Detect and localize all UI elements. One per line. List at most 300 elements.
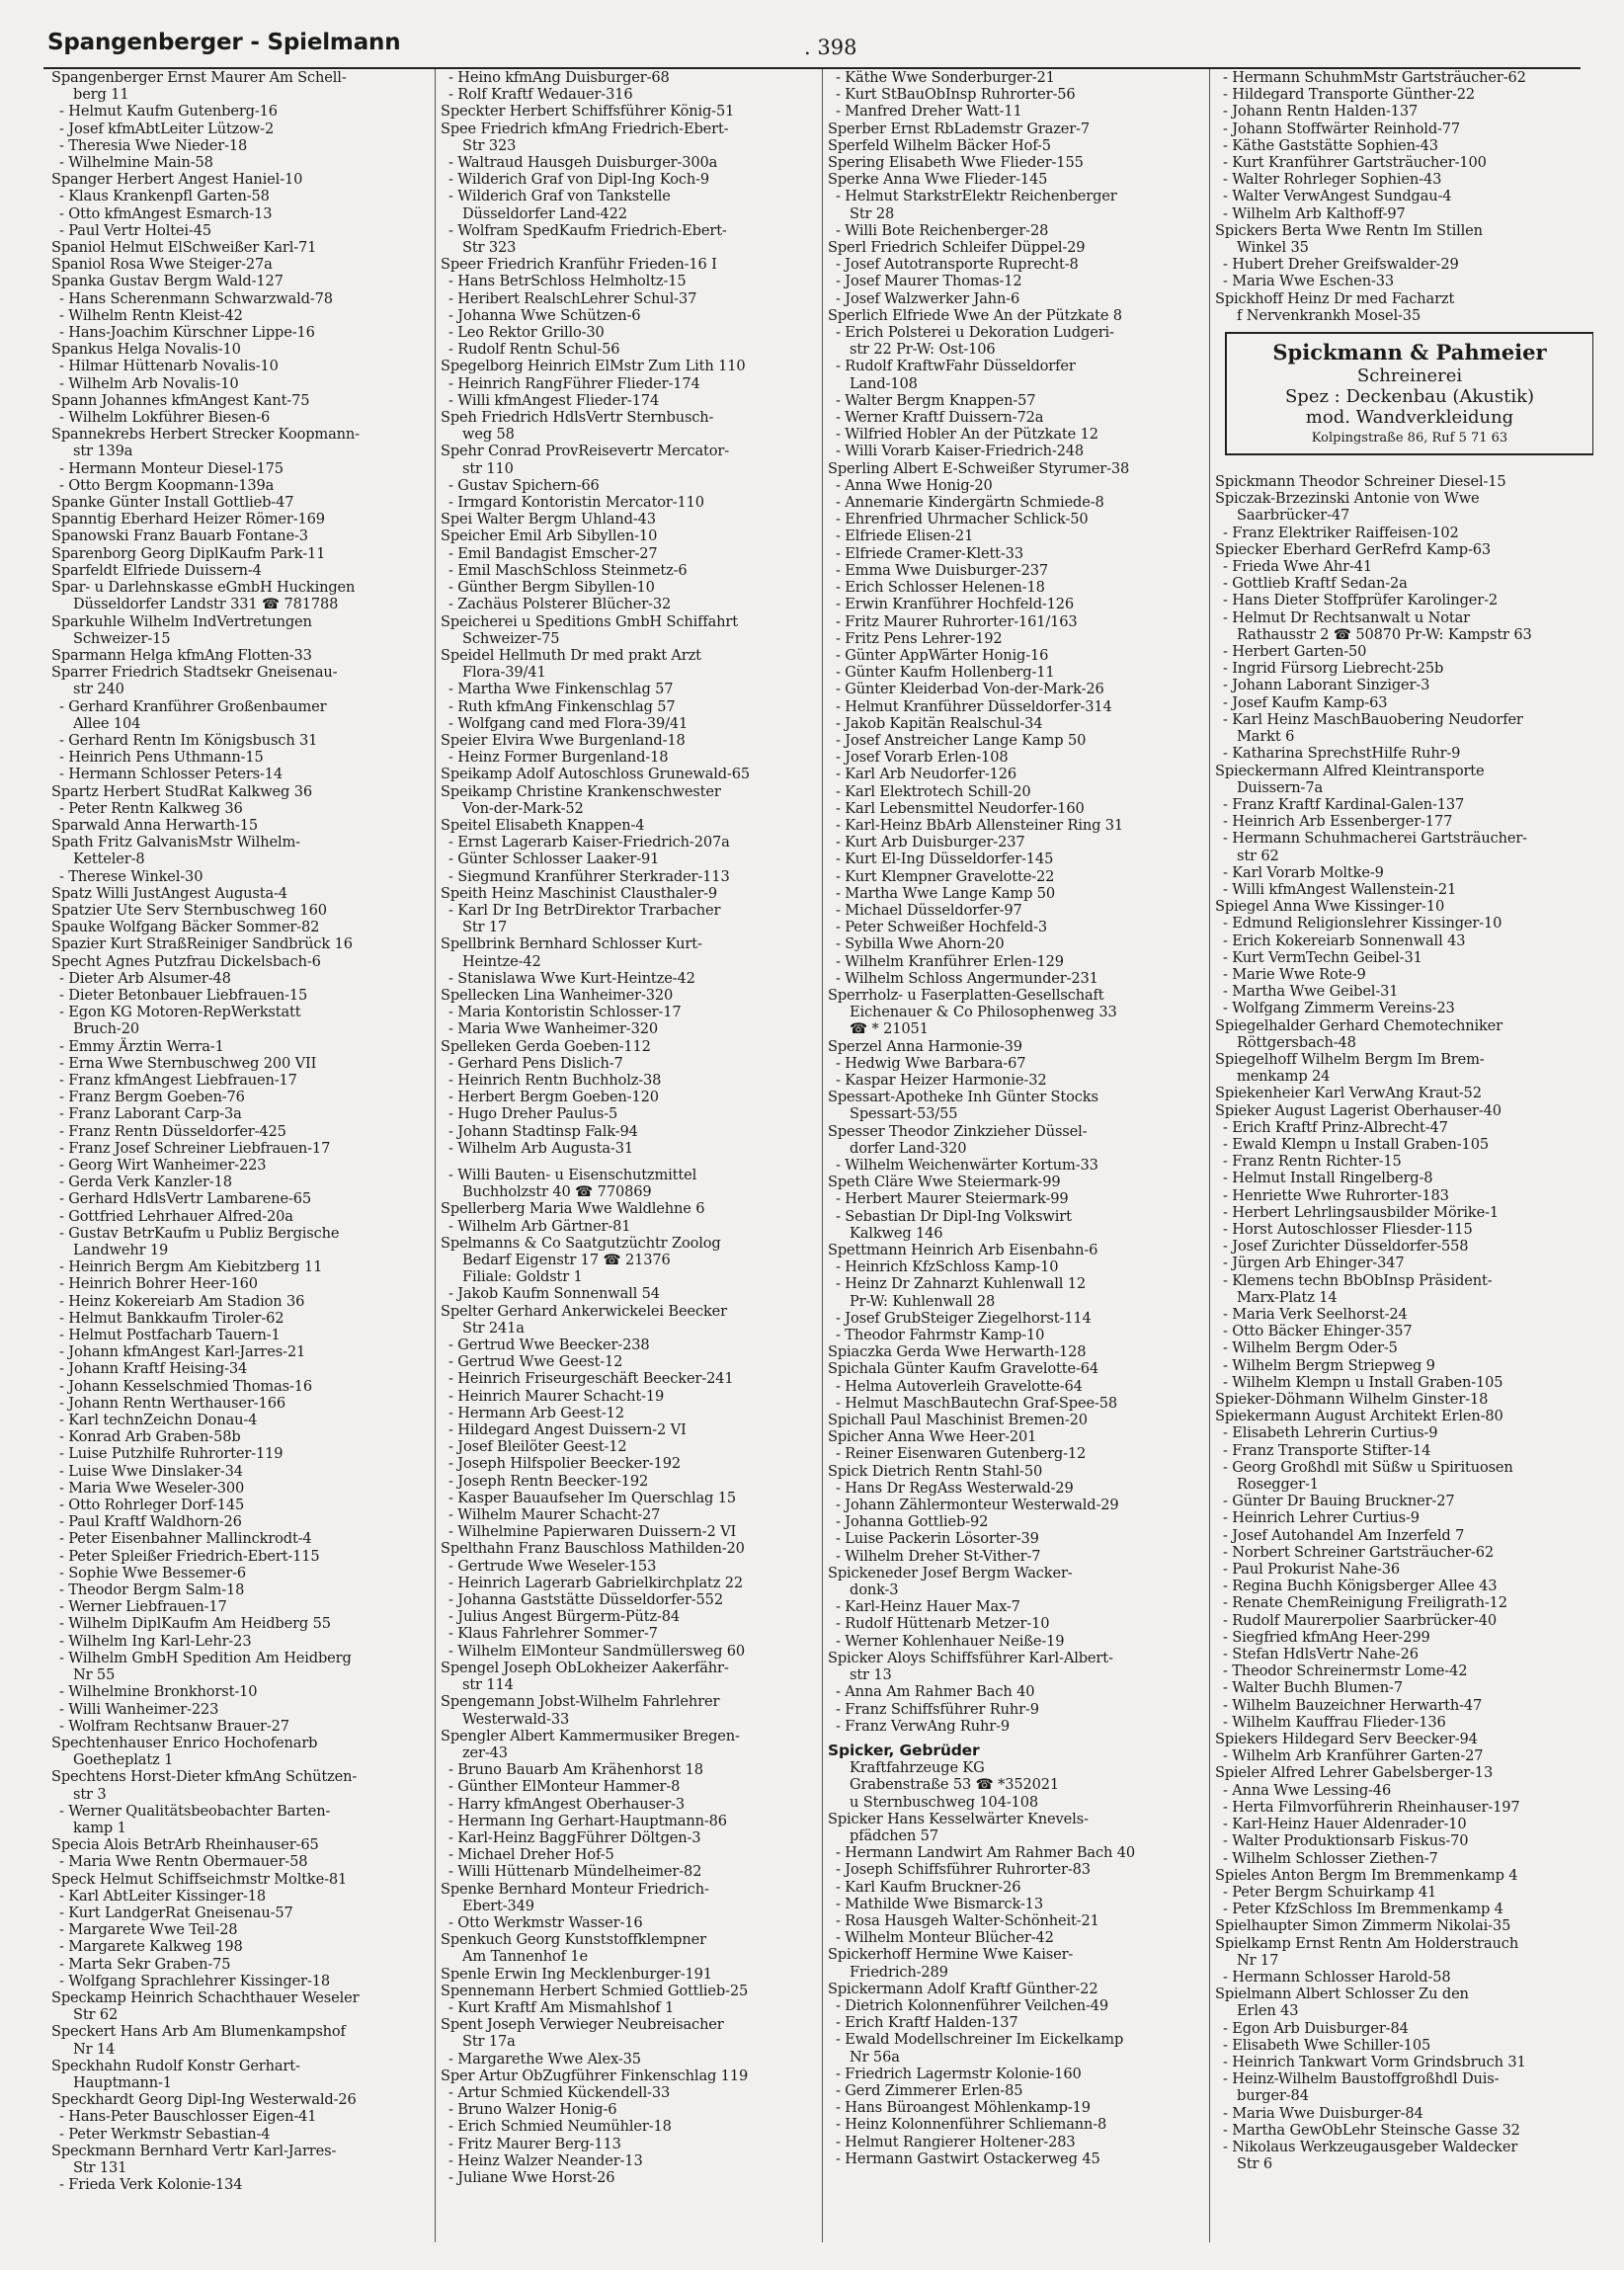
directory-entry: - Josef Maurer Thomas-12 <box>836 273 1022 290</box>
ad-line-2: Spez : Deckenbau (Akustik) <box>1284 386 1535 408</box>
directory-entry: - Wolfgang Sprachlehrer Kissinger-18 <box>59 1972 331 1989</box>
directory-entry: - Martha Wwe Geibel-31 <box>1223 983 1399 1001</box>
directory-entry: ☎ * 21051 <box>850 1020 929 1038</box>
directory-entry: Spann Johannes kfmAngest Kant-75 <box>51 391 310 409</box>
directory-entry: Sperrholz- u Faserplatten-Gesellschaft <box>828 986 1104 1004</box>
directory-entry: - Theodor Fahrmstr Kamp-10 <box>836 1327 1045 1344</box>
directory-entry: - Wilhelm Maurer Schacht-27 <box>448 1506 661 1524</box>
directory-entry: - Heinrich Arb Essenberger-177 <box>1223 813 1453 831</box>
directory-entry: - Maria Verk Seelhorst-24 <box>1223 1306 1408 1323</box>
directory-entry: - Kurt Kranführer Gartsträucher-100 <box>1223 154 1487 172</box>
directory-entry: Spenle Erwin Ing Mecklenburger-191 <box>441 1965 712 1983</box>
directory-entry: - Hilmar Hüttenarb Novalis-10 <box>59 358 279 375</box>
directory-entry: Spielkamp Ernst Rentn Am Holderstrauch <box>1215 1934 1519 1952</box>
directory-entry: - Wilhelm Lokführer Biesen-6 <box>59 409 271 427</box>
directory-entry: kamp 1 <box>73 1819 126 1836</box>
directory-entry: - Johanna Wwe Schützen-6 <box>448 306 641 324</box>
directory-entry: - Hugo Dreher Paulus-5 <box>448 1105 618 1123</box>
directory-entry: - Heinrich RangFührer Flieder-174 <box>448 374 700 392</box>
directory-entry: - Zachäus Polsterer Blücher-32 <box>448 596 672 613</box>
directory-entry: - Heinrich Lagerarb Gabrielkirchplatz 22 <box>448 1574 744 1591</box>
directory-entry: Spesser Theodor Zinkzieher Düssel- <box>828 1122 1088 1140</box>
directory-entry: - Heinrich Pens Uthmann-15 <box>59 749 264 767</box>
directory-entry: - Emma Wwe Duisburger-237 <box>836 561 1048 579</box>
directory-entry: Spanntig Eberhard Heizer Römer-169 <box>51 511 325 528</box>
directory-entry: Spanka Gustav Bergm Wald-127 <box>51 273 284 290</box>
column-1 <box>51 69 430 2252</box>
directory-entry: - Maria Wwe Weseler-300 <box>59 1479 245 1497</box>
directory-entry: - Hans Dr RegAss Westerwald-29 <box>836 1479 1074 1497</box>
directory-entry: Landwehr 19 <box>73 1242 169 1259</box>
directory-entry: - Wilhelmine Bronkhorst-10 <box>59 1683 258 1701</box>
directory-entry: Speckmann Bernhard Vertr Karl-Jarres- <box>51 2142 337 2159</box>
directory-entry: Spelmanns & Co Saatgutzüchtr Zoolog <box>441 1234 721 1252</box>
running-head: Spangenberger - Spielmann <box>47 30 401 55</box>
directory-entry: - Martha GewObLehr Steinsche Gasse 32 <box>1223 2121 1520 2139</box>
directory-entry: - Johann Stadtinsp Falk-94 <box>448 1122 638 1140</box>
directory-entry: - Nikolaus Werkzeugausgeber Waldecker <box>1223 2138 1518 2155</box>
directory-entry: - Kurt StBauObInsp Ruhrorter-56 <box>836 86 1076 104</box>
directory-entry: - Kurt Arb Duisburger-237 <box>836 834 1025 851</box>
directory-entry: - Johanna Gaststätte Düsseldorfer-552 <box>448 1591 723 1609</box>
directory-entry: - Edmund Religionslehrer Kissinger-10 <box>1223 915 1502 932</box>
directory-entry: Spechtenhauser Enrico Hochofenarb <box>51 1734 318 1751</box>
directory-entry: - Rudolf Hüttenarb Metzer-10 <box>836 1615 1050 1633</box>
directory-entry: str 110 <box>462 459 514 477</box>
directory-entry: - Paul Prokurist Nahe-36 <box>1223 1561 1401 1579</box>
directory-entry: Spellbrink Bernhard Schlosser Kurt- <box>441 935 702 953</box>
directory-entry: - Helmut Rangierer Holtener-283 <box>836 2133 1076 2150</box>
directory-entry: - Herbert Maurer Steiermark-99 <box>836 1190 1069 1208</box>
directory-entry: - Karl-Heinz BaggFührer Döltgen-3 <box>448 1828 701 1846</box>
directory-entry: Spieles Anton Bergm Im Bremmenkamp 4 <box>1215 1866 1518 1884</box>
directory-entry: - Josef Autohandel Am Inzerfeld 7 <box>1223 1526 1465 1544</box>
directory-entry: Spering Elisabeth Wwe Flieder-155 <box>828 154 1084 172</box>
directory-entry: - Heribert RealschLehrer Schul-37 <box>448 289 697 307</box>
directory-entry: Spelthahn Franz Bauschloss Mathilden-20 <box>441 1540 745 1558</box>
directory-entry: Ebert-349 <box>462 1897 534 1914</box>
directory-entry: - Willi kfmAngest Flieder-174 <box>448 391 660 409</box>
directory-entry: - Hermann Schlosser Peters-14 <box>59 766 284 783</box>
directory-entry: Specht Agnes Putzfrau Dickelsbach-6 <box>51 952 321 970</box>
directory-entry: - Wilhelm DiplKaufm Am Heidberg 55 <box>59 1615 331 1633</box>
directory-entry: Rosegger-1 <box>1237 1476 1319 1494</box>
directory-entry: - Peter Spleißer Friedrich-Ebert-115 <box>59 1547 320 1565</box>
directory-entry: Kraftfahrzeuge KG <box>850 1759 985 1777</box>
directory-entry: - Ehrenfried Uhrmacher Schlick-50 <box>836 511 1089 528</box>
directory-entry: - Karl Dr Ing BetrDirektor Trarbacher <box>448 901 721 919</box>
directory-entry: - Gerhard Pens Dislich-7 <box>448 1054 623 1072</box>
directory-entry: - Artur Schmied Kückendell-33 <box>448 2083 671 2101</box>
directory-entry: - Katharina SprechstHilfe Ruhr-9 <box>1223 745 1461 763</box>
directory-entry: - Wolfgang cand med Flora-39/41 <box>448 714 689 732</box>
directory-entry: Speth Cläre Wwe Steiermark-99 <box>828 1174 1061 1191</box>
directory-entry: Spielmann Albert Schlosser Zu den <box>1215 1986 1469 2003</box>
directory-entry: - Wilhelm Bergm Striepweg 9 <box>1223 1356 1435 1374</box>
directory-entry: - Hermann Ing Gerhart-Hauptmann-86 <box>448 1812 727 1829</box>
directory-entry: - Reiner Eisenwaren Gutenberg-12 <box>836 1445 1087 1463</box>
directory-entry: - Franz Josef Schreiner Liebfrauen-17 <box>59 1139 331 1157</box>
directory-entry: - Marie Wwe Rote-9 <box>1223 965 1366 983</box>
directory-entry: - Wilderich Graf von Tankstelle <box>448 188 671 205</box>
directory-entry: - Otto Werkmstr Wasser-16 <box>448 1913 643 1931</box>
directory-entry: - Margarete Wwe Teil-28 <box>59 1921 238 1939</box>
directory-entry: - Elisabeth Lehrerin Curtius-9 <box>1223 1424 1438 1442</box>
directory-entry: - Jürgen Arb Ehinger-347 <box>1223 1255 1405 1272</box>
directory-entry: - Heinrich KfzSchloss Kamp-10 <box>836 1258 1059 1276</box>
directory-entry: - Erich Kraftf Prinz-Albrecht-47 <box>1223 1118 1448 1136</box>
directory-entry: - Walter Produktionsarb Fiskus-70 <box>1223 1832 1469 1850</box>
directory-entry: - Theresia Wwe Nieder-18 <box>59 136 248 154</box>
directory-entry: Speckhardt Georg Dipl-Ing Westerwald-26 <box>51 2091 357 2109</box>
directory-entry: - Ingrid Fürsorg Liebrecht-25b <box>1223 660 1444 678</box>
directory-entry: - Erich Schmied Neumühler-18 <box>448 2118 672 2136</box>
directory-entry: Spicker, Gebrüder <box>828 1741 980 1759</box>
ad-line-1: Schreinerei <box>1356 365 1463 387</box>
directory-entry: - Wilhelm Kauffrau Flieder-136 <box>1223 1713 1446 1731</box>
directory-entry: - Herbert Lehrlingsausbilder Mörike-1 <box>1223 1203 1500 1221</box>
directory-entry: Str 241a <box>462 1319 525 1337</box>
directory-entry: Speith Heinz Maschinist Clausthaler-9 <box>441 884 718 902</box>
directory-entry: Spellerberg Maria Wwe Waldlehne 6 <box>441 1200 705 1218</box>
directory-entry: u Sternbuschweg 104-108 <box>850 1793 1039 1811</box>
directory-entry: Spellecken Lina Wanheimer-320 <box>441 986 674 1004</box>
directory-entry: - Karl-Heinz Hauer Max-7 <box>836 1598 1020 1616</box>
directory-entry: - Johann Kesselschmied Thomas-16 <box>59 1377 313 1395</box>
directory-entry: - Hans Dieter Stoffprüfer Karolinger-2 <box>1223 592 1499 609</box>
directory-entry: Nr 55 <box>73 1666 116 1684</box>
directory-entry: - Ruth kfmAng Finkenschlag 57 <box>448 697 676 715</box>
directory-entry: Sperber Ernst RbLademstr Grazer-7 <box>828 120 1090 137</box>
directory-entry: Speckter Herbert Schiffsführer König-51 <box>441 103 735 121</box>
directory-entry: Spath Fritz GalvanisMstr Wilhelm- <box>51 834 300 851</box>
directory-entry: - Karl technZeichn Donau-4 <box>59 1412 258 1429</box>
directory-entry: - Wilhelm Ing Karl-Lehr-23 <box>59 1632 252 1650</box>
directory-entry: - Günter AppWärter Honig-16 <box>836 646 1049 664</box>
directory-entry: - Martha Wwe Lange Kamp 50 <box>836 884 1056 902</box>
directory-entry: - Franz Kraftf Kardinal-Galen-137 <box>1223 795 1465 813</box>
directory-entry: Marx-Platz 14 <box>1237 1288 1338 1306</box>
directory-entry: Spicker Hans Kesselwärter Knevels- <box>828 1810 1089 1827</box>
directory-entry: - Jakob Kaufm Sonnenwall 54 <box>448 1285 660 1303</box>
directory-entry: Rathausstr 2 ☎ 50870 Pr-W: Kampstr 63 <box>1237 625 1532 643</box>
directory-entry: - Norbert Schreiner Gartsträucher-62 <box>1223 1543 1494 1561</box>
directory-entry: Sperlich Elfriede Wwe An der Pützkate 8 <box>828 306 1122 324</box>
directory-entry: Speckamp Heinrich Schachthauer Weseler <box>51 1988 360 2006</box>
directory-entry: - Peter Schweißer Hochfeld-3 <box>836 919 1048 936</box>
directory-entry: Markt 6 <box>1237 728 1295 746</box>
directory-entry: Sparenborg Georg DiplKaufm Park-11 <box>51 544 326 562</box>
directory-entry: Bedarf Eigenstr 17 ☎ 21376 <box>462 1252 671 1269</box>
directory-entry: Spehr Conrad ProvReisevertr Mercator- <box>441 443 730 460</box>
directory-entry: zer-43 <box>462 1743 508 1761</box>
directory-entry: Speck Helmut Schiffseichmstr Moltke-81 <box>51 1870 348 1888</box>
directory-entry: - Hans Büroangest Möhlenkamp-19 <box>836 2099 1091 2117</box>
directory-entry: - Wilhelmine Main-58 <box>59 154 213 172</box>
directory-entry: Spickmann Theodor Schreiner Diesel-15 <box>1215 473 1506 491</box>
directory-entry: - Josef Walzwerker Jahn-6 <box>836 289 1020 307</box>
directory-entry: Ketteler-8 <box>73 851 145 868</box>
directory-entry: Spangenberger Ernst Maurer Am Schell- <box>51 69 347 86</box>
directory-entry: Eichenauer & Co Philosophenweg 33 <box>850 1004 1117 1021</box>
directory-entry: - Therese Winkel-30 <box>59 867 203 885</box>
directory-entry: Str 131 <box>73 2158 127 2176</box>
directory-entry: Allee 104 <box>73 714 141 732</box>
directory-entry: str 62 <box>1237 847 1279 864</box>
directory-entry: - Heinz Walzer Neander-13 <box>448 2151 643 2169</box>
directory-entry: Spiecker Eberhard GerRefrd Kamp-63 <box>1215 540 1492 558</box>
directory-entry: - Franz Rentn Düsseldorfer-425 <box>59 1122 286 1140</box>
directory-entry: Str 6 <box>1237 2155 1273 2173</box>
directory-entry: str 114 <box>462 1676 514 1694</box>
directory-entry: Spanowski Franz Bauarb Fontane-3 <box>51 527 308 545</box>
directory-entry: - Fritz Maurer Berg-113 <box>448 2135 621 2152</box>
directory-entry: - Wilhelm Arb Augusta-31 <box>448 1139 633 1157</box>
directory-entry: - Hermann Monteur Diesel-175 <box>59 459 284 477</box>
directory-entry: - Joseph Schiffsführer Ruhrorter-83 <box>836 1861 1091 1879</box>
directory-entry: str 139a <box>73 443 133 460</box>
directory-entry: Speckhahn Rudolf Konstr Gerhart- <box>51 2057 300 2074</box>
directory-entry: Buchholzstr 40 ☎ 770869 <box>462 1183 652 1201</box>
directory-entry: Spiaczka Gerda Wwe Herwarth-128 <box>828 1343 1087 1361</box>
directory-entry: Spichala Günter Kaufm Gravelotte-64 <box>828 1360 1099 1378</box>
directory-entry: - Sebastian Dr Dipl-Ing Volkswirt <box>836 1207 1072 1225</box>
directory-entry: - Helmut Bankkaufm Tiroler-62 <box>59 1309 284 1327</box>
directory-entry: - Franz Transporte Stifter-14 <box>1223 1441 1431 1459</box>
directory-entry: Duissern-7a <box>1237 778 1324 796</box>
directory-entry: - Marta Sekr Graben-75 <box>59 1955 231 1973</box>
directory-entry: Spiekenheier Karl VerwAng Kraut-52 <box>1215 1085 1482 1102</box>
directory-entry: - Franz Schiffsführer Ruhr-9 <box>836 1700 1039 1718</box>
directory-entry: - Hildegard Angest Duissern-2 VI <box>448 1421 687 1439</box>
directory-entry: Grabenstraße 53 ☎ *352021 <box>850 1776 1060 1794</box>
directory-entry: - Helma Autoverleih Gravelotte-64 <box>836 1377 1083 1395</box>
directory-entry: - Willi Vorarb Kaiser-Friedrich-248 <box>836 443 1085 460</box>
directory-entry: - Johann Laborant Sinziger-3 <box>1223 677 1430 694</box>
directory-entry: - Johann Zählermonteur Westerwald-29 <box>836 1497 1119 1514</box>
directory-entry: Sparwald Anna Herwarth-15 <box>51 816 259 834</box>
directory-entry: menkamp 24 <box>1237 1068 1331 1086</box>
directory-entry: Spielhaupter Simon Zimmerm Nikolai-35 <box>1215 1917 1511 1935</box>
directory-entry: - Walter Rohrleger Sophien-43 <box>1223 171 1442 189</box>
directory-entry: Str 62 <box>73 2006 119 2024</box>
directory-entry: - Wilhelm Monteur Blücher-42 <box>836 1929 1054 1947</box>
directory-entry: Sperl Friedrich Schleifer Düppel-29 <box>828 239 1086 257</box>
directory-entry: - Käthe Gaststätte Sophien-43 <box>1223 136 1438 154</box>
directory-entry: - Bruno Bauarb Am Krähenhorst 18 <box>448 1761 703 1779</box>
directory-entry: Düsseldorfer Landstr 331 ☎ 781788 <box>73 596 339 613</box>
directory-entry: - Klaus Krankenpfl Garten-58 <box>59 188 270 205</box>
directory-entry: - Willi Bote Reichenberger-28 <box>836 221 1049 239</box>
directory-entry: - Emmy Ärztin Werra-1 <box>59 1037 224 1055</box>
directory-entry: - Konrad Arb Graben-58b <box>59 1428 241 1446</box>
directory-entry: - Kaspar Heizer Harmonie-32 <box>836 1071 1047 1089</box>
directory-entry: - Gerd Zimmerer Erlen-85 <box>836 2081 1023 2099</box>
column-4-top <box>1215 69 1593 324</box>
directory-entry: - Maria Kontoristin Schlosser-17 <box>448 1004 682 1021</box>
directory-entry: - Willi Bauten- u Eisenschutzmittel <box>448 1167 697 1183</box>
directory-entry: - Günther Bergm Sibyllen-10 <box>448 579 655 597</box>
directory-entry: - Heinrich Friseurgeschäft Beecker-241 <box>448 1370 734 1388</box>
directory-entry: Am Tannenhof 1e <box>462 1948 589 1966</box>
directory-entry: - Kurt Klempner Gravelotte-22 <box>836 867 1055 885</box>
directory-entry: - Wilfried Hobler An der Pützkate 12 <box>836 426 1098 444</box>
directory-entry: Specia Alois BetrArb Rheinhauser-65 <box>51 1836 319 1854</box>
directory-entry: Spicker Aloys Schiffsführer Karl-Albert- <box>828 1649 1113 1666</box>
column-rule <box>1209 69 1210 2242</box>
directory-entry: Spaniol Rosa Wwe Steiger-27a <box>51 256 273 274</box>
directory-entry: - Karl Kaufm Bruckner-26 <box>836 1878 1021 1896</box>
directory-entry: str 13 <box>850 1666 892 1684</box>
directory-entry: Düsseldorfer Land-422 <box>462 204 627 222</box>
directory-entry: Spickermann Adolf Kraftf Günther-22 <box>828 1980 1098 1997</box>
directory-entry: - Margarethe Wwe Alex-35 <box>448 2050 641 2067</box>
directory-entry: Speckert Hans Arb Am Blumenkampshof <box>51 2023 346 2041</box>
directory-entry: - Wolfram SpedKaufm Friedrich-Ebert- <box>448 221 727 239</box>
directory-entry: - Wilhelm Weichenwärter Kortum-33 <box>836 1157 1098 1174</box>
directory-entry: Schweizer-15 <box>73 629 171 647</box>
directory-entry: - Heinrich Rentn Buchholz-38 <box>448 1071 662 1089</box>
directory-entry: Bruch-20 <box>73 1020 139 1038</box>
directory-entry: Saarbrücker-47 <box>1237 507 1350 525</box>
directory-entry: - Helmut Kaufm Gutenberg-16 <box>59 103 278 121</box>
directory-entry: - Johann Rentn Halden-137 <box>1223 103 1419 121</box>
directory-entry: Nr 56a <box>850 2048 900 2066</box>
directory-entry: - Peter Werkmstr Sebastian-4 <box>59 2125 271 2143</box>
directory-entry: - Joseph Rentn Beecker-192 <box>448 1472 649 1490</box>
directory-entry: Spiczak-Brzezinski Antonie von Wwe <box>1215 490 1480 508</box>
directory-entry: - Heinrich Bohrer Heer-160 <box>59 1275 258 1293</box>
directory-entry: - Franz VerwAng Ruhr-9 <box>836 1717 1011 1735</box>
directory-entry: Spengel Joseph ObLokheizer Aakerfähr- <box>441 1659 729 1676</box>
column-2 <box>441 69 819 2252</box>
directory-entry: Speier Elvira Wwe Burgenland-18 <box>441 731 686 749</box>
directory-entry: - Rudolf KraftwFahr Düsseldorfer <box>836 358 1076 375</box>
directory-entry: - Herbert Garten-50 <box>1223 643 1367 661</box>
directory-entry: - Günter Kleiderbad Von-der-Mark-26 <box>836 681 1104 698</box>
directory-entry: burger-84 <box>1237 2087 1309 2105</box>
directory-entry: - Maria Wwe Duisburger-84 <box>1223 2104 1423 2122</box>
column-rule <box>435 69 436 2242</box>
directory-entry: - Sybilla Wwe Ahorn-20 <box>836 935 1005 953</box>
directory-entry: Sperzel Anna Harmonie-39 <box>828 1037 1022 1055</box>
directory-entry: Erlen 43 <box>1237 2002 1299 2020</box>
directory-entry: - Stanislawa Wwe Kurt-Heintze-42 <box>448 969 695 987</box>
directory-entry: - Gottlieb Kraftf Sedan-2a <box>1223 575 1408 593</box>
directory-entry: Spettmann Heinrich Arb Eisenbahn-6 <box>828 1242 1098 1259</box>
directory-entry: Sperfeld Wilhelm Bäcker Hof-5 <box>828 136 1051 154</box>
directory-entry: - Günter Schlosser Laaker-91 <box>448 851 660 868</box>
ad-line-3: mod. Wandverkleidung <box>1305 407 1514 429</box>
directory-entry: Nr 17 <box>1237 1951 1279 1969</box>
directory-entry: - Willi kfmAngest Wallenstein-21 <box>1223 880 1457 898</box>
directory-entry: Spelter Gerhard Ankerwickelei Beecker <box>441 1302 727 1320</box>
directory-entry: f Nervenkrankh Mosel-35 <box>1237 306 1421 324</box>
directory-entry: - Erich Schlosser Helenen-18 <box>836 579 1045 597</box>
directory-entry: Spent Joseph Verwieger Neubreisacher <box>441 2016 724 2034</box>
directory-entry: - Regina Buchh Königsberger Allee 43 <box>1223 1578 1498 1595</box>
directory-entry: - Siegmund Kranführer Sterkrader-113 <box>448 867 730 885</box>
directory-entry: - Martha Wwe Finkenschlag 57 <box>448 681 674 698</box>
directory-entry: - Manfred Dreher Watt-11 <box>836 103 1022 121</box>
directory-entry: - Kurt El-Ing Düsseldorfer-145 <box>836 851 1054 868</box>
directory-entry: - Kurt LandgerRat Gneisenau-57 <box>59 1904 293 1921</box>
directory-entry: weg 58 <box>462 426 515 444</box>
directory-entry: - Klaus Fahrlehrer Sommer-7 <box>448 1625 658 1643</box>
directory-entry: - Willi Hüttenarb Mündelheimer-82 <box>448 1863 702 1881</box>
directory-entry: - Werner Qualitätsbeobachter Barten- <box>59 1802 331 1820</box>
directory-entry: - Gertrud Wwe Geest-12 <box>448 1353 623 1371</box>
directory-entry: Spannekrebs Herbert Strecker Koopmann- <box>51 426 360 444</box>
directory-entry: - Wilhelmine Papierwaren Duissern-2 VI <box>448 1523 737 1541</box>
directory-entry: - Johanna Gottlieb-92 <box>836 1513 989 1531</box>
directory-entry: Filiale: Goldstr 1 <box>462 1268 583 1286</box>
directory-entry: - Theodor Schreinermstr Lome-42 <box>1223 1662 1468 1680</box>
directory-entry: str 240 <box>73 681 124 698</box>
directory-entry: Speikamp Adolf Autoschloss Grunewald-65 <box>441 766 751 783</box>
directory-entry: Str 323 <box>462 136 517 154</box>
directory-entry: - Helmut StarkstrElektr Reichenberger <box>836 188 1117 205</box>
directory-entry: - Herta Filmvorführerin Rheinhauser-197 <box>1223 1798 1520 1816</box>
directory-entry: - Josef GrubSteiger Ziegelhorst-114 <box>836 1309 1092 1327</box>
directory-entry: - Wolfram Rechtsanw Brauer-27 <box>59 1717 289 1735</box>
directory-entry: - Peter KfzSchloss Im Bremmenkamp 4 <box>1223 1901 1503 1918</box>
directory-entry: Spickhoff Heinz Dr med Facharzt <box>1215 289 1455 307</box>
directory-entry: - Otto Bergm Koopmann-139a <box>59 476 275 494</box>
directory-entry: pfädchen 57 <box>850 1826 938 1844</box>
directory-entry: - Gustav Spichern-66 <box>448 476 600 494</box>
directory-entry: - Joseph Hilfspolier Beecker-192 <box>448 1455 681 1473</box>
directory-entry: Land-108 <box>850 374 918 392</box>
advertisement-box <box>1225 332 1593 455</box>
directory-entry: Spennemann Herbert Schmied Gottlieb-25 <box>441 1982 749 1999</box>
directory-entry: Speitel Elisabeth Knappen-4 <box>441 816 645 834</box>
directory-entry: - Gustav BetrKaufm u Publiz Bergische <box>59 1224 340 1242</box>
directory-entry: - Hubert Dreher Greifswalder-29 <box>1223 256 1459 274</box>
directory-entry: Goetheplatz 1 <box>73 1751 174 1769</box>
directory-entry: - Georg Großhdl mit Süßw u Spirituosen <box>1223 1458 1513 1476</box>
directory-entry: - Karl Elektrotech Schill-20 <box>836 782 1031 800</box>
directory-entry: Nr 14 <box>73 2040 116 2058</box>
directory-entry: - Ewald Klempn u Install Graben-105 <box>1223 1135 1489 1153</box>
directory-entry: Str 323 <box>462 239 517 257</box>
directory-entry: Spicher Anna Wwe Heer-201 <box>828 1428 1037 1446</box>
directory-entry: - Wilhelm Arb Kranführer Garten-27 <box>1223 1747 1484 1765</box>
directory-entry: - Josef Autotransporte Ruprecht-8 <box>836 256 1079 274</box>
directory-entry: - Karl-Heinz BbArb Allensteiner Ring 31 <box>836 816 1124 834</box>
directory-entry: Spiegel Anna Wwe Kissinger-10 <box>1215 898 1445 916</box>
directory-entry: Hauptmann-1 <box>73 2073 172 2091</box>
directory-entry: - Wilhelm Dreher St-Vither-7 <box>836 1547 1041 1565</box>
directory-entry: Spenke Bernhard Monteur Friedrich- <box>441 1880 709 1898</box>
directory-entry: - Johann kfmAngest Karl-Jarres-21 <box>59 1343 306 1361</box>
directory-entry: - Walter Bergm Knappen-57 <box>836 391 1036 409</box>
directory-entry: Spaniol Helmut ElSchweißer Karl-71 <box>51 239 317 257</box>
directory-entry: - Helmut Dr Rechtsanwalt u Notar <box>1223 608 1471 626</box>
directory-entry: - Erwin Kranführer Hochfeld-126 <box>836 596 1075 613</box>
directory-entry: - Maria Wwe Rentn Obermauer-58 <box>59 1853 308 1871</box>
directory-entry: - Klemens techn BbObInsp Präsident- <box>1223 1271 1493 1289</box>
directory-entry: - Peter Rentn Kalkweg 36 <box>59 799 243 817</box>
directory-entry: Von-der-Mark-52 <box>462 799 584 817</box>
directory-entry: - Elfriede Cramer-Klett-33 <box>836 544 1023 562</box>
directory-entry: dorfer Land-320 <box>850 1139 967 1157</box>
directory-entry: - Renate ChemReinigung Freiligrath-12 <box>1223 1594 1507 1612</box>
directory-entry: Sparkuhle Wilhelm IndVertretungen <box>51 612 312 630</box>
directory-entry: - Wilderich Graf von Dipl-Ing Koch-9 <box>448 171 710 189</box>
directory-entry: - Gertrud Wwe Beecker-238 <box>448 1337 650 1354</box>
directory-entry: - Josef Anstreicher Lange Kamp 50 <box>836 731 1087 749</box>
